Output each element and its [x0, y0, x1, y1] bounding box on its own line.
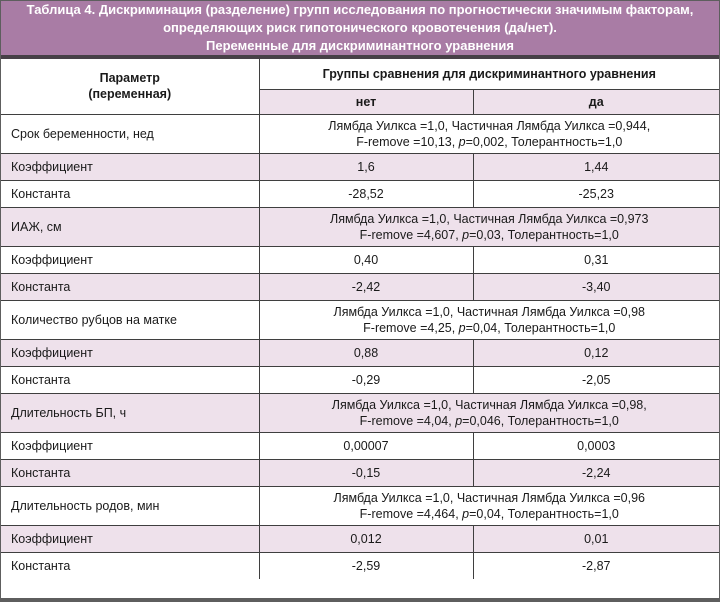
param-cell: Срок беременности, нед [1, 114, 259, 153]
stats-line2: F-remove =4,607, p=0,03, Толерантность=1,0 [359, 227, 619, 242]
coefficient-row [1, 153, 719, 180]
table-title-line-1: Таблица 4. Дискриминация (разделение) групп исследования по прогностически значимым факторам, [26, 2, 694, 17]
coefficient-yes: 0,31 [473, 246, 719, 273]
table-title [1, 1, 719, 59]
stats-line1: Лямбда Уилкса =1,0, Частичная Лямбда Уилкса =0,98, [331, 397, 647, 412]
header-comparison-groups: Группы сравнения для дискриминантного уравнения [259, 59, 719, 89]
constant-yes: -25,23 [473, 180, 719, 207]
constant-row [1, 180, 719, 207]
constant-label: Константа [1, 459, 259, 486]
table-title-line-2: определяющих риск гипотонического кровотечения (да/нет). [163, 20, 557, 35]
stats-line2: F-remove =4,464, p=0,04, Толерантность=1,0 [359, 506, 619, 521]
coefficient-label: Коэффициент [1, 246, 259, 273]
param-stats-row [1, 300, 719, 339]
stats-line1: Лямбда Уилкса =1,0, Частичная Лямбда Уилкса =0,944, [328, 118, 651, 133]
constant-label: Константа [1, 366, 259, 393]
constant-yes: -2,87 [473, 552, 719, 579]
coefficient-no: 0,012 [259, 525, 473, 552]
table-header [1, 59, 719, 114]
param-cell: Количество рубцов на матке [1, 300, 259, 339]
stats-line2: F-remove =4,25, p=0,04, Толерантность=1,0 [363, 320, 616, 335]
param-cell: Длительность БП, ч [1, 393, 259, 432]
coefficient-label: Коэффициент [1, 339, 259, 366]
coefficient-yes: 0,01 [473, 525, 719, 552]
header-parameter-line-2: (переменная) [88, 87, 172, 102]
constant-label: Константа [1, 273, 259, 300]
param-cell: ИАЖ, см [1, 207, 259, 246]
coefficient-label: Коэффициент [1, 525, 259, 552]
stats-line1: Лямбда Уилкса =1,0, Частичная Лямбда Уилкса =0,973 [330, 211, 649, 226]
coefficient-row [1, 525, 719, 552]
stats-line2: F-remove =4,04, p=0,046, Толерантность=1,0 [359, 413, 619, 428]
coefficient-label: Коэффициент [1, 432, 259, 459]
header-row-groups [1, 59, 719, 89]
coefficient-no: 1,6 [259, 153, 473, 180]
coefficient-yes: 1,44 [473, 153, 719, 180]
param-stats-row [1, 207, 719, 246]
param-stats-row [1, 393, 719, 432]
coefficient-row [1, 339, 719, 366]
constant-no: -28,52 [259, 180, 473, 207]
stats-cell [259, 207, 719, 246]
stats-line1: Лямбда Уилкса =1,0, Частичная Лямбда Уилкса =0,96 [333, 490, 645, 505]
header-col-yes: да [473, 89, 719, 114]
coefficient-no: 0,00007 [259, 432, 473, 459]
constant-yes: -2,05 [473, 366, 719, 393]
table-title-line-3: Переменные для дискриминантного уравнения [206, 38, 514, 53]
coefficient-row [1, 432, 719, 459]
coefficient-yes: 0,12 [473, 339, 719, 366]
stats-line1: Лямбда Уилкса =1,0, Частичная Лямбда Уилкса =0,98 [333, 304, 645, 319]
constant-yes: -3,40 [473, 273, 719, 300]
constant-yes: -2,24 [473, 459, 719, 486]
coefficient-no: 0,40 [259, 246, 473, 273]
stats-cell [259, 114, 719, 153]
stats-line2: F-remove =10,13, p=0,002, Толерантность=1,0 [356, 134, 623, 149]
constant-no: -2,42 [259, 273, 473, 300]
coefficient-yes: 0,0003 [473, 432, 719, 459]
constant-label: Константа [1, 180, 259, 207]
constant-no: -0,15 [259, 459, 473, 486]
param-stats-row [1, 486, 719, 525]
table-body [1, 114, 719, 579]
stats-cell [259, 486, 719, 525]
coefficient-label: Коэффициент [1, 153, 259, 180]
header-parameter-line-1: Параметр [99, 71, 160, 86]
coefficient-no: 0,88 [259, 339, 473, 366]
constant-row [1, 273, 719, 300]
constant-row [1, 552, 719, 579]
constant-no: -2,59 [259, 552, 473, 579]
param-stats-row [1, 114, 719, 153]
header-col-no: нет [259, 89, 473, 114]
stats-cell [259, 300, 719, 339]
constant-no: -0,29 [259, 366, 473, 393]
header-parameter [1, 59, 259, 114]
coefficient-row [1, 246, 719, 273]
constant-row [1, 459, 719, 486]
constant-label: Константа [1, 552, 259, 579]
param-cell: Длительность родов, мин [1, 486, 259, 525]
stats-cell [259, 393, 719, 432]
constant-row [1, 366, 719, 393]
discriminant-table [1, 59, 719, 579]
